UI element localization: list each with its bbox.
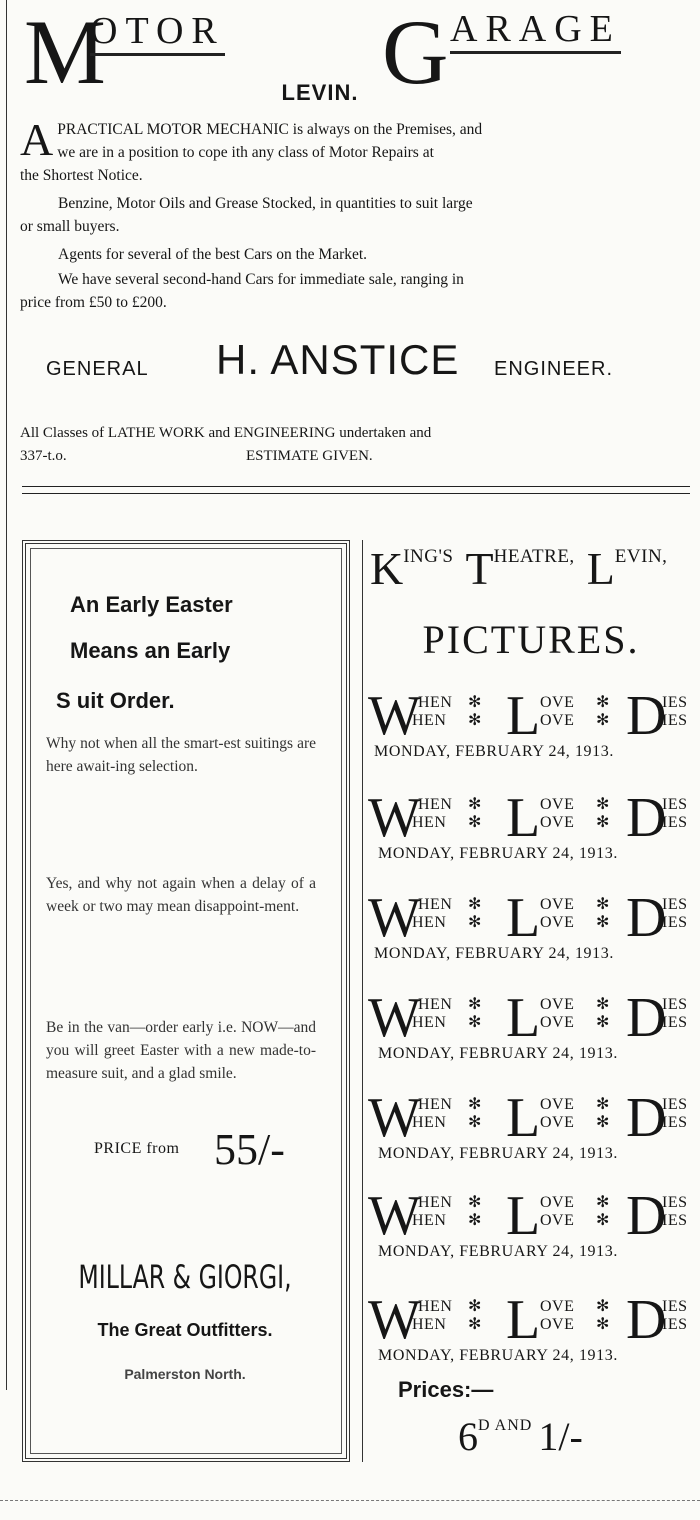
show-cap-l: L	[506, 987, 541, 1049]
show-ove: OVE	[540, 896, 575, 913]
show-ies: IES	[662, 1316, 688, 1333]
section-divider	[22, 486, 690, 494]
show-ies: IES	[662, 814, 688, 831]
garage-paragraph-1	[20, 114, 684, 187]
show-hen: HEN	[418, 796, 453, 813]
show-star: ✻	[468, 996, 482, 1013]
show-star: ✻	[468, 712, 482, 729]
show-ove: OVE	[540, 914, 575, 931]
show-date: MONDAY, FEBRUARY 24, 1913.	[378, 845, 618, 862]
garage-p1-line3: the Shortest Notice.	[20, 167, 143, 184]
column-divider	[362, 540, 363, 1462]
show-ove: OVE	[540, 1194, 575, 1211]
theatre-heading	[370, 543, 668, 594]
show-cap-l: L	[506, 1185, 541, 1247]
suit-paragraph-2: Yes, and why not again when a delay of a week or two may mean disappoint-ment.	[46, 875, 316, 915]
show-entry	[368, 1289, 698, 1382]
show-cap-d: D	[626, 787, 667, 849]
show-star: ✻	[468, 914, 482, 931]
show-ies: IES	[662, 694, 688, 711]
suit-price-label: PRICE from	[94, 1140, 180, 1157]
anstice-engineer: ENGINEER.	[494, 358, 614, 380]
show-ies: IES	[662, 914, 688, 931]
show-cap-l: L	[506, 1289, 541, 1351]
suit-ad-inner-frame	[30, 548, 342, 1454]
show-hen: HEN	[412, 914, 447, 931]
theatre-levin: EVIN,	[614, 546, 668, 567]
anstice-estimate: ESTIMATE GIVEN.	[246, 448, 373, 464]
left-column-rule	[6, 0, 7, 1390]
show-star: ✻	[468, 1316, 482, 1333]
show-ove: OVE	[540, 1212, 575, 1229]
theatre-cap-l: L	[586, 543, 615, 594]
show-star: ✻	[468, 814, 482, 831]
show-hen: HEN	[412, 712, 447, 729]
show-cap-w: W	[368, 1185, 421, 1247]
show-ies: IES	[662, 796, 688, 813]
show-star: ✻	[596, 796, 610, 813]
show-cap-l: L	[506, 787, 541, 849]
show-cap-d: D	[626, 887, 667, 949]
show-ove: OVE	[540, 1096, 575, 1113]
show-star: ✻	[596, 1194, 610, 1211]
show-star: ✻	[468, 1194, 482, 1211]
show-cap-d: D	[626, 685, 667, 747]
anstice-name: H. ANSTICE	[216, 336, 460, 383]
drop-capital: A	[20, 114, 54, 165]
show-star: ✻	[468, 1114, 482, 1131]
show-cap-w: W	[368, 1289, 421, 1351]
show-ies: IES	[662, 1194, 688, 1211]
suit-paragraph-3: Be in the van—order early i.e. NOW—and you will greet Easter with a new made-to-measure suit, and a glad smile.	[46, 1019, 316, 1082]
show-date: MONDAY, FEBRUARY 24, 1913.	[374, 743, 614, 760]
show-cap-w: W	[368, 887, 421, 949]
show-star: ✻	[596, 1316, 610, 1333]
suit-paragraph-1: Why not when all the smart-est suitings are here await-ing selection.	[46, 735, 316, 775]
show-cap-d: D	[626, 1289, 667, 1351]
show-ove: OVE	[540, 1316, 575, 1333]
garage-p2-line2: or small buyers.	[20, 218, 120, 235]
show-star: ✻	[468, 1096, 482, 1113]
show-ove: OVE	[540, 1114, 575, 1131]
show-ove: OVE	[540, 712, 575, 729]
suit-tagline: The Great Outfitters.	[97, 1320, 273, 1340]
show-ove: OVE	[540, 1014, 575, 1031]
show-cap-w: W	[368, 1087, 421, 1149]
show-ove: OVE	[540, 996, 575, 1013]
show-ies: IES	[662, 712, 688, 729]
show-ies: IES	[662, 896, 688, 913]
pictures-heading: PICTURES.	[422, 617, 640, 662]
show-date: MONDAY, FEBRUARY 24, 1913.	[378, 1347, 618, 1364]
show-date: MONDAY, FEBRUARY 24, 1913.	[374, 945, 614, 962]
bottom-rule	[0, 1500, 700, 1501]
motor-word: OTOR	[90, 12, 225, 56]
garage-word: ARAGE	[450, 10, 621, 54]
motor-capital: M	[24, 1, 106, 103]
show-ove: OVE	[540, 796, 575, 813]
show-star: ✻	[596, 996, 610, 1013]
suit-price-value: 55/-	[214, 1125, 285, 1174]
theatre-word: HEATRE,	[493, 546, 575, 567]
garage-p2-line1: Benzine, Motor Oils and Grease Stocked, in quantities to suit large	[58, 195, 473, 212]
show-hen: HEN	[418, 996, 453, 1013]
suit-heading-3: S uit Order.	[56, 688, 175, 713]
anstice-line-1: All Classes of LATHE WORK and ENGINEERING undertaken and	[20, 425, 432, 441]
show-entry	[368, 1087, 698, 1180]
suit-town: Palmerston North.	[124, 1366, 246, 1382]
garage-p4-line2: price from £50 to £200.	[20, 294, 167, 311]
garage-p4-line1: We have several second-hand Cars for immediate sale, ranging in	[58, 271, 464, 288]
show-ies: IES	[662, 1212, 688, 1229]
garage-location: LEVIN.	[281, 80, 359, 105]
show-star: ✻	[468, 1298, 482, 1315]
show-entry	[368, 887, 698, 980]
show-hen: HEN	[412, 1114, 447, 1131]
show-ies: IES	[662, 1298, 688, 1315]
show-star: ✻	[468, 896, 482, 913]
anstice-general: GENERAL	[46, 358, 149, 380]
show-cap-d: D	[626, 1087, 667, 1149]
show-cap-l: L	[506, 1087, 541, 1149]
show-date: MONDAY, FEBRUARY 24, 1913.	[378, 1145, 618, 1162]
show-ies: IES	[662, 996, 688, 1013]
show-ies: IES	[662, 1096, 688, 1113]
show-hen: HEN	[418, 1194, 453, 1211]
show-hen: HEN	[412, 814, 447, 831]
suit-heading-2: Means an Early	[70, 638, 231, 663]
show-ies: IES	[662, 1014, 688, 1031]
price-sixpence: 6	[458, 1414, 478, 1459]
show-star: ✻	[596, 712, 610, 729]
show-star: ✻	[596, 1114, 610, 1131]
show-star: ✻	[596, 814, 610, 831]
show-star: ✻	[596, 1014, 610, 1031]
show-date: MONDAY, FEBRUARY 24, 1913.	[378, 1243, 618, 1260]
show-ove: OVE	[540, 814, 575, 831]
show-star: ✻	[596, 1096, 610, 1113]
prices-label: Prices:—	[398, 1377, 494, 1402]
show-date: MONDAY, FEBRUARY 24, 1913.	[378, 1045, 618, 1062]
show-cap-w: W	[368, 787, 421, 849]
show-star: ✻	[596, 914, 610, 931]
price-one-shilling: 1/-	[538, 1414, 583, 1459]
garage-p1-line1: PRACTICAL MOTOR MECHANIC is always on the Premises, and	[57, 121, 483, 138]
garage-paragraph-2	[20, 192, 684, 238]
show-cap-d: D	[626, 1185, 667, 1247]
garage-paragraph-3: Agents for several of the best Cars on the Market.	[58, 246, 368, 263]
show-cap-l: L	[506, 685, 541, 747]
price-line	[458, 1413, 583, 1460]
show-ies: IES	[662, 1114, 688, 1131]
anstice-ref: 337-t.o.	[20, 448, 67, 464]
show-hen: HEN	[418, 694, 453, 711]
show-hen: HEN	[412, 1014, 447, 1031]
show-entry	[368, 685, 698, 778]
garage-capital: G	[382, 1, 449, 103]
show-star: ✻	[596, 1298, 610, 1315]
show-star: ✻	[468, 1212, 482, 1229]
show-star: ✻	[596, 1212, 610, 1229]
show-cap-w: W	[368, 685, 421, 747]
show-cap-w: W	[368, 987, 421, 1049]
show-star: ✻	[596, 694, 610, 711]
garage-paragraph-4	[20, 268, 684, 314]
show-star: ✻	[468, 796, 482, 813]
show-entry	[368, 1185, 698, 1278]
show-hen: HEN	[418, 1298, 453, 1315]
theatre-cap-t: T	[465, 543, 494, 594]
show-hen: HEN	[418, 1096, 453, 1113]
show-hen: HEN	[418, 896, 453, 913]
garage-p1-line2: we are in a position to cope ith any class of Motor Repairs at	[57, 144, 434, 161]
show-entry	[368, 987, 698, 1080]
show-hen: HEN	[412, 1212, 447, 1229]
show-star: ✻	[596, 896, 610, 913]
show-star: ✻	[468, 694, 482, 711]
suit-firm-name: MILLAR & GIORGI,	[78, 1258, 292, 1296]
show-hen: HEN	[412, 1316, 447, 1333]
show-entry	[368, 787, 698, 880]
show-cap-d: D	[626, 987, 667, 1049]
theatre-cap-k: K	[370, 543, 404, 594]
show-ove: OVE	[540, 1298, 575, 1315]
show-cap-l: L	[506, 887, 541, 949]
price-d-and: D AND	[478, 1417, 533, 1434]
show-ove: OVE	[540, 694, 575, 711]
suit-heading-1: An Early Easter	[70, 592, 233, 617]
show-star: ✻	[468, 1014, 482, 1031]
theatre-kings: ING'S	[403, 546, 454, 567]
